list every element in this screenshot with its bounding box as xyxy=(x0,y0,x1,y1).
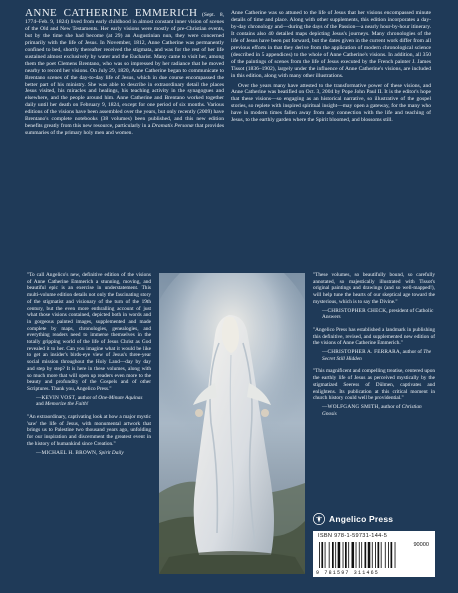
price-code: 90000 xyxy=(413,542,429,548)
author-name-small-caps: ANNE CATHERINE EMMERICH xyxy=(25,7,198,19)
praise-attribution xyxy=(322,308,435,321)
reviewer-name: —CHRISTOPHER A. FERRARA xyxy=(322,349,400,356)
reviewer-affiliation: , president of Catholic Answers xyxy=(322,307,434,321)
barcode-bar xyxy=(332,542,334,568)
praise-quote: "These volumes, so beautifully bound, so carefully annotated, so majestically illustrated with Tissot's original paintings and drawings (and so well-mapped!), will help tune the hearts of our skeptical age toward the mysterious, which is to say the Divine." xyxy=(313,272,435,305)
barcode-bar xyxy=(375,542,376,568)
barcode-bar xyxy=(395,542,396,568)
barcode-bar xyxy=(321,542,323,568)
barcode-bar xyxy=(359,542,360,568)
reviewer-work-title: Spirit Daily xyxy=(98,449,124,456)
reviewer-affiliation-2: and xyxy=(36,401,45,408)
praise-quote: "This magnificent and compelling treatise, centered upon the earthly life of Jesus as perceived mystically by the stigmatized Seeress of Dülmen, captivates and enlightens. Its publication at this critical moment in church history could well be providential." xyxy=(313,368,435,402)
barcode-bar xyxy=(381,542,382,568)
praise-column-left xyxy=(27,272,151,462)
barcode-digits: 9 781597 311465 xyxy=(316,570,380,576)
barcode-bar xyxy=(343,542,344,568)
intro-paragraph-1 xyxy=(25,7,224,137)
praise-attribution xyxy=(36,450,151,457)
barcode-bar xyxy=(385,542,386,568)
praise-attribution xyxy=(36,395,151,408)
reviewer-name: —WOLFGANG SMITH xyxy=(322,403,379,410)
intro-column-left xyxy=(25,7,224,140)
isbn-number: ISBN 978-1-59731-144-5 xyxy=(318,533,388,539)
intro-paragraph-2: Anne Catherine was so attuned to the life of Jesus that her visions encompassed minute details of time and place. Along with other supplements, this edition incorporates a day-by-day chronology and—during the days of the Passion—a nearly hour-by-hour itinerary. It contains also 40 detailed maps depicting Jesus's journeys. Many chronologies of the life of Jesus have been put forward, but the dates given in the current work differ from all previous efforts in that they derive from the application of modern chronological science (described in 5 appendices) to the whole of Anne Catherine's visions. In addition, all 350 of the paintings of scenes from the life of Jesus executed by the French painter J. James Tissot (1836–1902), largely under the influence of Anne Catherine's visions, are included in this edition, along with many other illustrations. xyxy=(231,10,431,79)
barcode-bar xyxy=(338,542,341,568)
barcode-bars xyxy=(319,540,403,570)
praise-attribution xyxy=(322,404,435,417)
barcode-bar xyxy=(378,542,380,568)
intro-column-right xyxy=(231,10,431,127)
barcode-bar xyxy=(356,542,357,568)
angel-icon xyxy=(313,513,325,525)
barcode-bar xyxy=(352,542,355,568)
reviewer-work-title: Christian Gnosis xyxy=(322,403,422,417)
barcode-bar xyxy=(319,542,320,568)
intro-paragraph-3: Over the years many have attested to the transformative power of these visions, and Anne Catherine was beatified on Oct. 3, 2004 by Pope John Paul II. It is the editor's hope that these visions—so engaging as an historical narrative, so illustrative of the gospel stories, so replete with inspired spiritual insight—may open a gateway, for the many who have in modern times fallen away from any connection with the life and teaching of Jesus, to the earthly garden where the Spirit bloomed, and blossoms still. xyxy=(231,82,431,124)
barcode-bar xyxy=(391,542,393,568)
barcode-bar xyxy=(348,542,349,568)
reviewer-affiliation: , author of xyxy=(399,349,424,356)
barcode-bar xyxy=(325,542,326,568)
barcode-bar xyxy=(365,542,367,568)
praise-quote: "To call Angelico's new, definitive edition of the visions of Anne Catherine Emmerich a stunning, moving, and beautiful epic is an exercise in understatement. This multi-volume edition details not only the fascinating story of the stigmatist and visionary of the turn of the 19th century, but the even more enthralling account of just what those visions contained, depicted both in words and in gorgeous painted images, supplemented and made complete by maps, chronologies, genealogies, and everything readers need to immerse themselves in the totally gripping world of the life of Jesus Christ as God revealed it to her. Can you imagine what it would be like to get an insider's birds-eye view of Jesus's three-year social mission throughout the Holy Land—day by day and step by step? It is here in these volumes, along with so much more that will open up readers even more to the beauty and profundity of the Gospels and of other Scriptures. Thank you, Angelico Press." xyxy=(27,272,151,392)
praise-column-right xyxy=(313,272,435,423)
barcode-bar xyxy=(372,542,373,568)
praise-quote: "An extraordinary, captivating look at how a major mystic 'saw' the life of Jesus, with monumental artwork that brings us to Palestine two thousand years ago, unfolding for our inspiration and discernment the greatest event in the history of humankind since Creation." xyxy=(27,414,151,447)
reviewer-affiliation: , author of xyxy=(75,394,99,401)
intro-text: (Sept. 8, 1774–Feb. 9, 1824) lived from early childhood in almost constant inner vision of scenes of the Old and New Testaments. Her early visions were mostly of pre-Christian events, but by the time she had become (at 29) an Augustinian nun, they were concerned primarily with the life of Jesus. In November, 1812, Anne Catherine was permanently confined to bed, shortly thereafter received the stigmata, and was for the rest of her life sustained almost exclusively by water and the Eucharist. Many came to visit her, among them the poet Clemens Brentano, who was so impressed by her radiance that he moved nearby to record her visions. On July 29, 1820, Anne Catherine began to communicate to Brentano scenes of the day-to-day life of Jesus, which in due course encompassed the better part of his ministry. She was able to describe in extraordinary detail the places Jesus visited, his miracles and healings, his teaching activity in the synagogues and elsewhere, and the people around him. Anne Catherine and Brentano worked together daily until her death on February 9, 1824, except for one period of six months. Various editions of the visions have been assembled over the years, but only recently (2009) have Brentano's complete notebooks (38 volumes) been published, and this new edition benefits greatly from this new resource, particularly in a xyxy=(25,12,224,130)
reviewer-work-title: One-Minute Aquinas xyxy=(98,394,143,401)
publisher-name: Angelico Press xyxy=(329,514,394,524)
barcode-bar xyxy=(335,542,336,568)
barcode-bar xyxy=(368,542,371,568)
barcode-bar xyxy=(388,542,389,568)
reviewer-name: —MICHAEL H. BROWN xyxy=(36,449,97,456)
reviewer-name: —CHRISTOPHER CHECK xyxy=(322,307,387,314)
barcode-bar xyxy=(329,542,330,568)
reviewer-affiliation: , author of xyxy=(378,403,402,410)
praise-attribution xyxy=(322,349,435,362)
barcode-bar xyxy=(361,542,362,568)
barcode-bar xyxy=(345,542,347,568)
intro-text-end: that provides summaries of the primary holy men and women. xyxy=(25,123,224,137)
dramatis-personae: Dramatis Personæ xyxy=(151,123,194,130)
reviewer-affiliation: , xyxy=(96,449,99,456)
reviewer-work-title: The Secret Still Hidden xyxy=(322,349,432,362)
reviewer-name: —KEVIN VOST xyxy=(36,394,76,401)
praise-quote: "Angelico Press has established a landmark in publishing this definitive, revised, and supplemented new edition of the visions of Anne Catherine Emmerich." xyxy=(313,326,435,347)
veiled-figure-illustration xyxy=(159,273,305,574)
reviewer-work-title-2: Memorize the Faith! xyxy=(44,401,89,408)
isbn-barcode xyxy=(313,531,435,577)
publisher-logo xyxy=(313,512,435,526)
cover-painting xyxy=(159,273,305,574)
